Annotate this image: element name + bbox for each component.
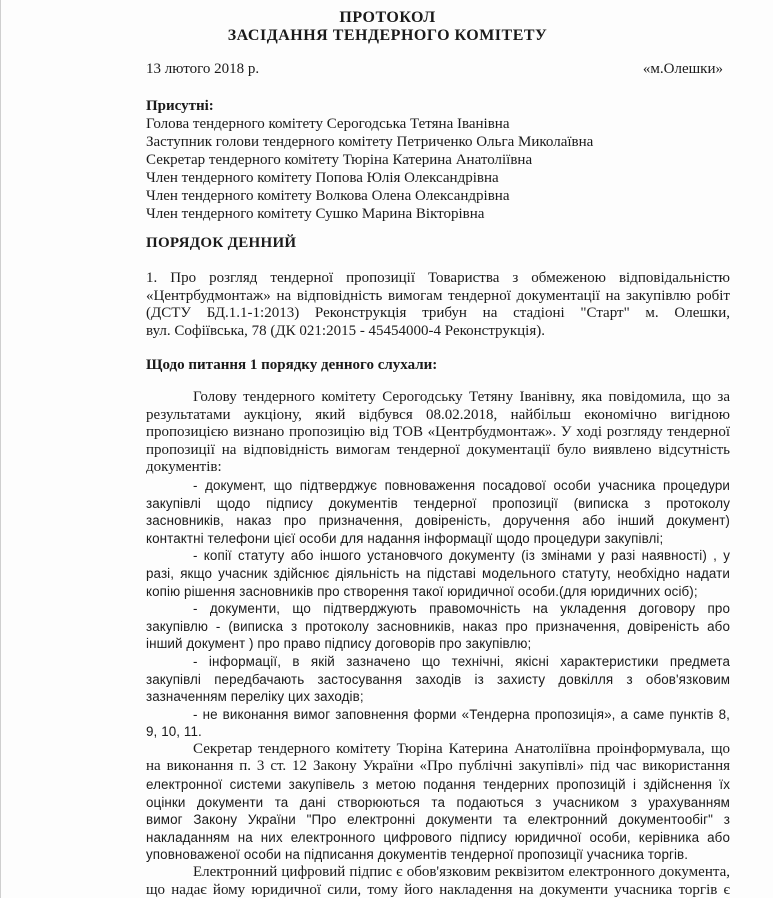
body-line: - копії статуту або іншого установчого документу (із змінами у разі наявності) , у [193, 548, 730, 564]
attendee-item: Голова тендерного комітету Серогодська Тетяна Іванівна [146, 116, 510, 132]
attendee-item: Заступник голови тендерного комітету Петриченко Ольга Миколаївна [146, 134, 594, 150]
body-line: контактні телефони цієї особи для надання інформації щодо процедури закупівлі; [146, 530, 664, 546]
body-line: на виконання п. 3 ст. 12 Закону України «Про публічні закупівлі» під час використання [146, 758, 730, 775]
body-line: що надає йому юридичної сили, тому його накладення на документи учасника торгів є [146, 881, 730, 898]
body-line: зазначенням переліку цих заходів; [146, 689, 364, 705]
body-line: документів: [146, 459, 222, 476]
agenda-heading: ПОРЯДОК ДЕННИЙ [146, 235, 297, 251]
body-line: вимог Закону України "Про електронні документи та електронний документообіг" з [146, 812, 730, 828]
body-line: пропозиції на відповідність вимогам тендерної документації було виявлено відсутність [146, 441, 730, 458]
body-line: закупівлі щодо підпису документів тендерної пропозиції (виписка з протоколу [146, 495, 730, 511]
attendees-heading: Присутні: [146, 98, 214, 114]
attendee-item: Член тендерного комітету Сушко Марина Вікторівна [146, 206, 485, 222]
body-line: - не виконання вимог заповнення форми «Тендерна пропозиція», а саме пунктів 8, [193, 706, 730, 722]
body-line: Електронний цифровий підпис є обов'язковим реквізитом електронного документа, [193, 864, 730, 881]
meeting-city: «м.Олешки» [642, 61, 723, 77]
agenda-line: (ДСТУ БД.1.1-1:2013) Реконструкція трибун на стадіоні "Старт" м. Олешки, [146, 305, 730, 321]
body-line: закупівлю - (виписка з протоколу засновників, наказ про призначення, довіреність або [146, 618, 730, 634]
body-line: електронної системи закупівель з метою подання тендерних пропозицій і здійснення їх [146, 777, 730, 793]
body-line: - документи, що підтверджують правомочність на укладення договору про [193, 601, 730, 617]
body-line: разі, якщо учасник здійснює діяльність на підставі модельного статуту, необхідно надати [146, 565, 730, 581]
agenda-line: вул. Софіївська, 78 (ДК 021:2015 - 45454000-4 Реконструкція). [146, 322, 545, 339]
attendees-section [146, 97, 736, 223]
body-line: накладанням на них електронного цифрового підпису юридичної особи, керівника або [146, 829, 730, 845]
body-line: Секретар тендерного комітету Тюріна Катерина Анатоліївна проінформувала, що [193, 740, 730, 757]
body-text [146, 389, 730, 899]
body-line: копію рішення засновників про створення такої юридичної особи.(для юридичних осіб); [146, 583, 698, 599]
body-line: 9, 10, 11. [146, 724, 202, 740]
body-line: - документ, що підтверджує повноваження посадової особи учасника процедури [193, 477, 730, 493]
body-line: Голову тендерного комітету Серогодську Тетяну Іванівну, яка повідомила, що за [193, 389, 730, 405]
attendee-item: Секретар тендерного комітету Тюріна Катерина Анатоліївна [146, 152, 533, 168]
document-title: ПРОТОКОЛ [339, 9, 436, 26]
body-line: - інформації, в якій зазначено що технічні, якісні характеристики предмета [193, 653, 730, 669]
agenda-item [146, 270, 730, 340]
agenda-line: 1. Про розгляд тендерної пропозиції Товариства з обмеженою відповідальністю [146, 270, 730, 286]
body-line: інший документ ) про право підпису договорів про закупівлю; [146, 636, 532, 652]
body-line: уповноваженої особи на підписання документів тендерної пропозиції учасника торгів. [146, 847, 689, 863]
heard-heading: Щодо питання 1 порядку денного слухали: [146, 357, 438, 373]
attendee-item: Член тендерного комітету Попова Юлія Олександрівна [146, 170, 499, 186]
document-subtitle: ЗАСІДАННЯ ТЕНДЕРНОГО КОМІТЕТУ [227, 27, 548, 44]
body-line: оцінки документи та дані створюються та подаються з учасником з урахуванням [146, 794, 730, 810]
attendee-item: Член тендерного комітету Волкова Олена Олександрівна [146, 188, 510, 204]
body-line: результатами аукціону, який відбувся 08.02.2018, найбільш економічно вигідною [146, 406, 730, 423]
body-line: закупівлі передбачають застосування заходів із захисту довкілля з обов'язковим [146, 671, 730, 687]
meeting-date: 13 лютого 2018 р. [146, 61, 260, 77]
body-line: засновників, наказ про призначення, довіреність, доручення або інший документ) [146, 513, 730, 529]
body-line: пропозицією визнано пропозицію від ТОВ «Центрбудмонтаж». У ході розгляду тендерної [146, 424, 730, 441]
agenda-line: «Центрбудмонтаж» на відповідність вимогам тендерної документації на закупівлю робіт [146, 287, 730, 304]
